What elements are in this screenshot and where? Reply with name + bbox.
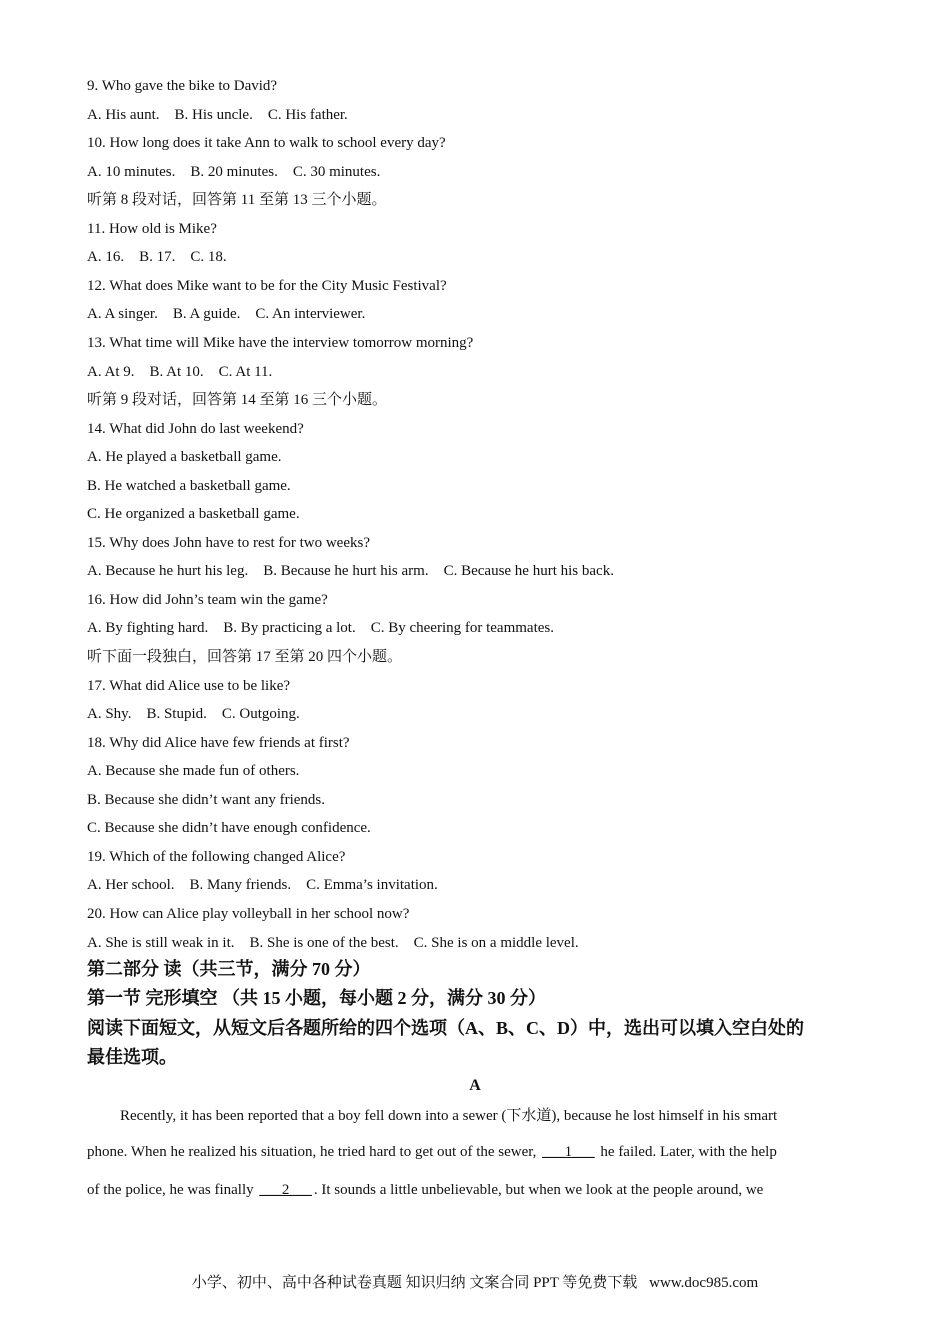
question-line: C. He organized a basketball game. bbox=[87, 506, 300, 523]
question-line: 15. Why does John have to rest for two weeks? bbox=[87, 534, 370, 551]
question-line: B. Because she didn’t want any friends. bbox=[87, 791, 326, 808]
question-line: A. 10 minutes. B. 20 minutes. C. 30 minutes. bbox=[87, 163, 381, 180]
question-line: 19. Which of the following changed Alice? bbox=[87, 848, 346, 865]
footer-url: www.doc985.com bbox=[649, 1275, 759, 1291]
question-line: 17. What did Alice use to be like? bbox=[87, 677, 291, 694]
question-line: 16. How did John’s team win the game? bbox=[87, 591, 328, 608]
passage-text: of the police, he was finally bbox=[87, 1182, 258, 1198]
instruction-line-2: 最佳选项。 bbox=[87, 1047, 177, 1067]
passage-line-3 bbox=[87, 1181, 857, 1199]
question-line: 12. What does Mike want to be for the City Music Festival? bbox=[87, 277, 447, 294]
question-line: 听第 8 段对话，回答第 11 至第 13 三个小题。 bbox=[87, 192, 387, 209]
question-line: A. 16. B. 17. C. 18. bbox=[87, 249, 227, 266]
question-line: A. Her school. B. Many friends. C. Emma’s invitation. bbox=[87, 877, 438, 894]
passage-line-1: Recently, it has been reported that a boy fell down into a sewer (下水道), because he lost himself in his smart bbox=[120, 1108, 778, 1124]
question-line: 听第 9 段对话，回答第 14 至第 16 三个小题。 bbox=[87, 392, 388, 409]
passage-text: . It sounds a little unbelievable, but when we look at the people around, we bbox=[313, 1182, 764, 1198]
part-title: 第二部分 读（共三节，满分 70 分） bbox=[87, 959, 371, 979]
question-line: 10. How long does it take Ann to walk to school every day? bbox=[87, 135, 446, 152]
question-line: A. By fighting hard. B. By practicing a lot. C. By cheering for teammates. bbox=[87, 620, 554, 637]
question-line: 听下面一段独白，回答第 17 至第 20 四个小题。 bbox=[87, 649, 403, 665]
passage-line-2 bbox=[87, 1143, 857, 1161]
question-line: A. He played a basketball game. bbox=[87, 449, 282, 466]
question-line: A. His aunt. B. His uncle. C. His father. bbox=[87, 106, 348, 123]
passage-text: phone. When he realized his situation, he tried hard to get out of the sewer, bbox=[87, 1144, 541, 1160]
question-line: A. A singer. B. A guide. C. An interviewer. bbox=[87, 306, 366, 323]
question-line: 9. Who gave the bike to David? bbox=[87, 78, 278, 94]
cloze-blank-2: ___2___ bbox=[259, 1182, 312, 1198]
footer-text: 小学、初中、高中各种试卷真题 知识归纳 文案合同 PPT 等免费下载 bbox=[191, 1275, 638, 1291]
instruction-line-1: 阅读下面短文，从短文后各题所给的四个选项（A、B、C、D）中，选出可以填入空白处的 bbox=[87, 1018, 804, 1038]
question-line: A. She is still weak in it. B. She is one of the best. C. She is on a middle level. bbox=[87, 934, 579, 951]
question-line: A. At 9. B. At 10. C. At 11. bbox=[87, 363, 273, 380]
question-line: 13. What time will Mike have the interview tomorrow morning? bbox=[87, 334, 474, 351]
question-line: A. Because she made fun of others. bbox=[87, 763, 300, 780]
question-line: C. Because she didn’t have enough confidence. bbox=[87, 820, 371, 837]
question-line: A. Shy. B. Stupid. C. Outgoing. bbox=[87, 706, 300, 723]
question-line: 14. What did John do last weekend? bbox=[87, 420, 304, 437]
section-subtitle: 第一节 完形填空 （共 15 小题，每小题 2 分，满分 30 分） bbox=[87, 988, 546, 1008]
question-line: A. Because he hurt his leg. B. Because he hurt his arm. C. Because he hurt his back. bbox=[87, 563, 614, 580]
question-line: 18. Why did Alice have few friends at first? bbox=[87, 734, 350, 751]
question-line: 20. How can Alice play volleyball in her school now? bbox=[87, 905, 410, 922]
question-line: B. He watched a basketball game. bbox=[87, 477, 291, 494]
question-line: 11. How old is Mike? bbox=[87, 220, 217, 237]
passage-label: A bbox=[469, 1077, 481, 1094]
passage-text: he failed. Later, with the help bbox=[596, 1144, 777, 1160]
cloze-blank-1: ___1___ bbox=[542, 1144, 595, 1160]
page-footer bbox=[0, 1271, 950, 1292]
